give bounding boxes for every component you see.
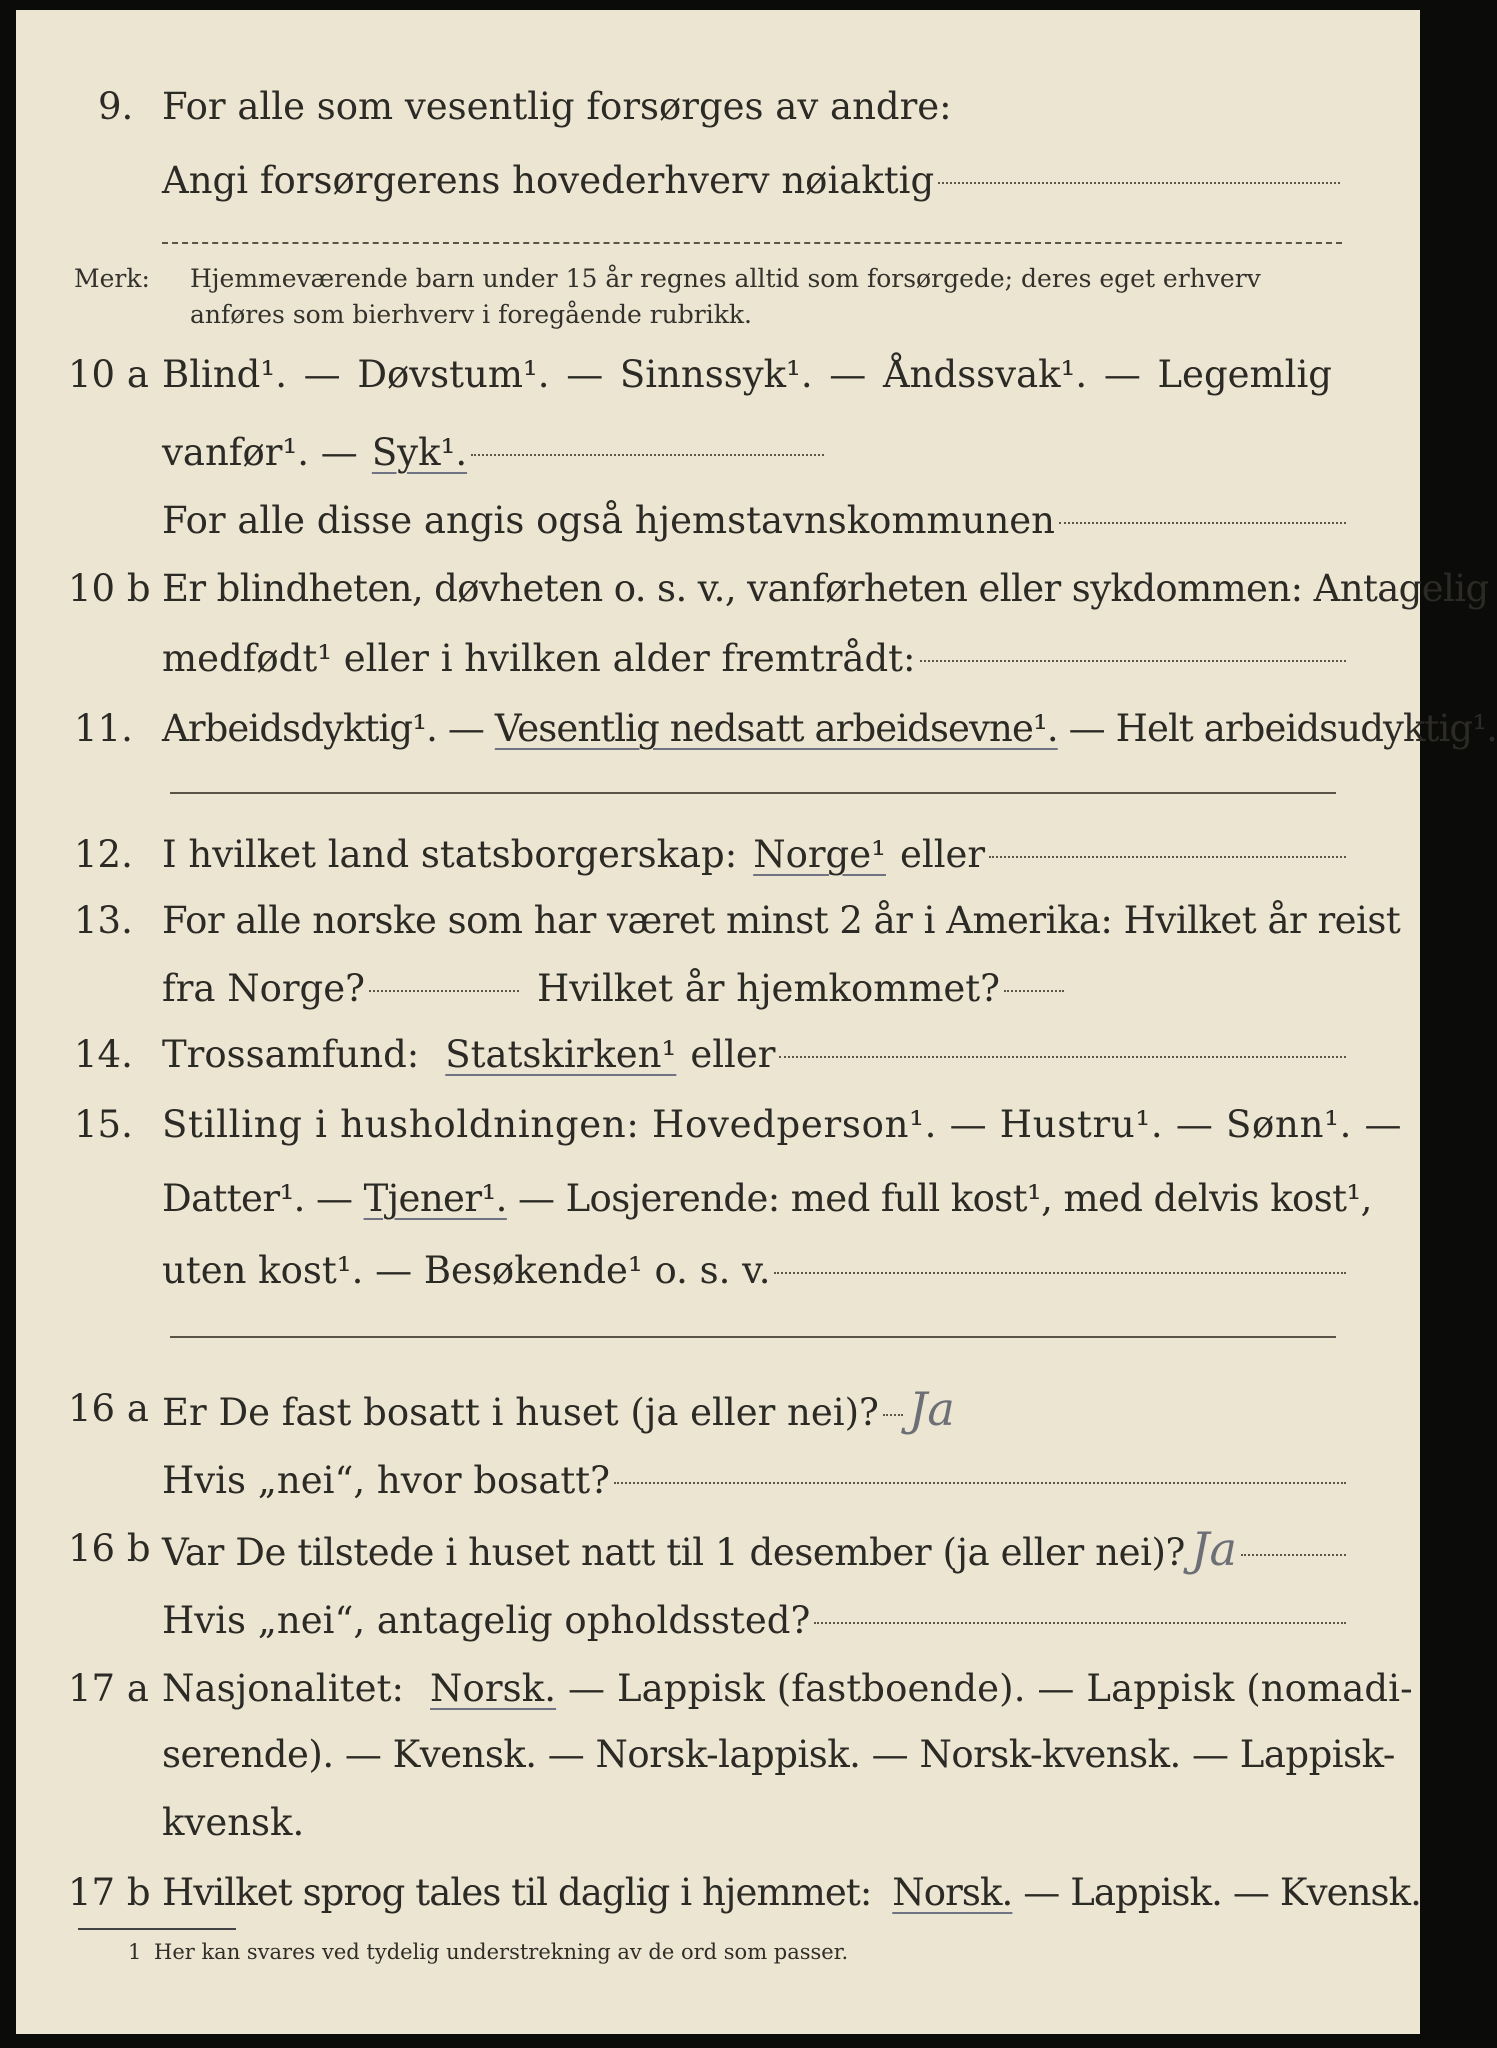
item-text: Hvis „nei“, hvor bosatt? [162, 1459, 610, 1502]
answer-field[interactable] [938, 182, 1340, 184]
option-legemlig: Legemlig [1157, 353, 1332, 396]
item-number: 10 a [68, 353, 149, 396]
handwritten-answer: Ja [908, 1382, 955, 1436]
option-losjerende: — Losjerende: med full kost¹, med delvis kost¹, [518, 1177, 1372, 1220]
handwritten-answer: Ja [1191, 1522, 1237, 1576]
item-number: 17 a [68, 1667, 149, 1710]
dash: — [566, 353, 604, 396]
option-blind: Blind¹. [162, 353, 287, 396]
item-text: For alle som vesentlig forsørges av andre: [162, 85, 952, 128]
item-text: vanfør¹. — [162, 431, 358, 474]
note-text: Hjemmeværende barn under 15 år regnes alltid som forsørgede; deres eget erhverv [190, 264, 1261, 293]
item-number: 12. [74, 833, 133, 876]
separator-line [162, 242, 1342, 244]
separator-line [170, 792, 1336, 794]
answer-field[interactable] [774, 1272, 1346, 1274]
item-number: 17 b [68, 1871, 151, 1914]
dash: — [1103, 353, 1141, 396]
item-text: Hvis „nei“, antagelig opholdssted? [162, 1599, 811, 1642]
item-text: Er blindheten, døvheten o. s. v., vanførheten eller sykdommen: Antagelig [162, 567, 1489, 610]
answer-field[interactable] [614, 1482, 1346, 1484]
item-text: eller [899, 833, 986, 876]
answer-field[interactable] [920, 660, 1346, 662]
answer-field-year-left[interactable] [369, 990, 519, 992]
item-text: Hvilket år hjemkommet? [536, 967, 1001, 1010]
item-text: fra Norge? [162, 967, 365, 1010]
item-number: 11. [74, 707, 133, 750]
footnote-text: Her kan svares ved tydelig understrekning av de ord som passer. [154, 1940, 849, 1964]
option-arbeidsdyktig: Arbeidsdyktig¹. — [162, 707, 484, 750]
dash: — [829, 353, 867, 396]
item-text: serende). — Kvensk. — Norsk-lappisk. — Norsk-kvensk. — Lappisk- [162, 1733, 1395, 1776]
item-text: Nasjonalitet: [162, 1667, 405, 1710]
item-number: 9. [98, 85, 134, 128]
answer-field[interactable] [989, 856, 1346, 858]
item-text: Trossamfund: [162, 1033, 420, 1076]
item-text: medfødt¹ eller i hvilken alder fremtrådt: [162, 637, 916, 680]
note-text: anføres som bierhverv i foregående rubrikk. [190, 300, 752, 329]
option-norsk-underlined: Norsk. [430, 1667, 557, 1710]
option-syk-underlined: Syk¹. [371, 431, 468, 474]
item-text: Er De fast bosatt i huset (ja eller nei)? [162, 1391, 879, 1434]
option-statskirken-underlined: Statskirken¹ [445, 1033, 677, 1076]
item-number: 16 b [68, 1527, 151, 1570]
item-text: I hvilket land statsborgerskap: [162, 833, 738, 876]
answer-field[interactable] [1241, 1554, 1346, 1556]
separator-line [170, 1336, 1336, 1338]
item-text: uten kost¹. — Besøkende¹ o. s. v. [162, 1249, 771, 1292]
census-form-page [16, 10, 1497, 2034]
answer-field-year-returned[interactable] [1004, 990, 1064, 992]
item-number: 10 b [68, 567, 151, 610]
option-sinnssyk: Sinnssyk¹. [619, 353, 813, 396]
answer-field[interactable] [883, 1414, 903, 1416]
answer-field[interactable] [1059, 522, 1346, 524]
item-number: 16 a [68, 1387, 149, 1430]
footnote-rule [78, 1928, 236, 1930]
option-dovstum: Døvstum¹. [357, 353, 550, 396]
item-text: — Lappisk (fastboende). — Lappisk (nomadi- [568, 1667, 1413, 1710]
item-number: 15. [74, 1103, 133, 1146]
answer-field[interactable] [471, 454, 824, 456]
item-text: Angi forsørgerens hovederhverv nøiaktig [162, 159, 935, 202]
option-norge-underlined: Norge¹ [753, 833, 886, 876]
item-number: 13. [74, 899, 133, 942]
dash: — [303, 353, 341, 396]
option-datter: Datter¹. — [162, 1177, 353, 1220]
item-text: eller [690, 1033, 776, 1076]
answer-field[interactable] [814, 1622, 1346, 1624]
item-text: Hvilket sprog tales til daglig i hjemmet: [162, 1871, 872, 1914]
answer-field[interactable] [779, 1056, 1346, 1058]
option-udyktig: — Helt arbeidsudyktig¹. [1068, 707, 1497, 750]
item-text: Var De tilstede i huset natt til 1 desember (ja eller nei)? [162, 1531, 1185, 1574]
item-text: For alle norske som har været minst 2 år i Amerika: Hvilket år reist [162, 899, 1401, 942]
item-number: 14. [74, 1033, 133, 1076]
note-label: Merk: [74, 264, 150, 293]
item-text: For alle disse angis også hjemstavnskommunen [162, 499, 1056, 542]
footnote-mark: 1 [128, 1940, 142, 1964]
option-andssvak: Åndssvak¹. [882, 353, 1088, 396]
item-text: kvensk. [162, 1801, 305, 1844]
option-nedsatt-underlined: Vesentlig nedsatt arbeidsevne¹. [494, 707, 1058, 750]
item-text: Stilling i husholdningen: Hovedperson¹. — Hustru¹. — Sønn¹. — [162, 1103, 1403, 1146]
option-tjener-underlined: Tjener¹. [363, 1177, 507, 1220]
item-text: — Lappisk. — Kvensk. [1023, 1871, 1421, 1914]
option-norsk-underlined: Norsk. [892, 1871, 1013, 1914]
